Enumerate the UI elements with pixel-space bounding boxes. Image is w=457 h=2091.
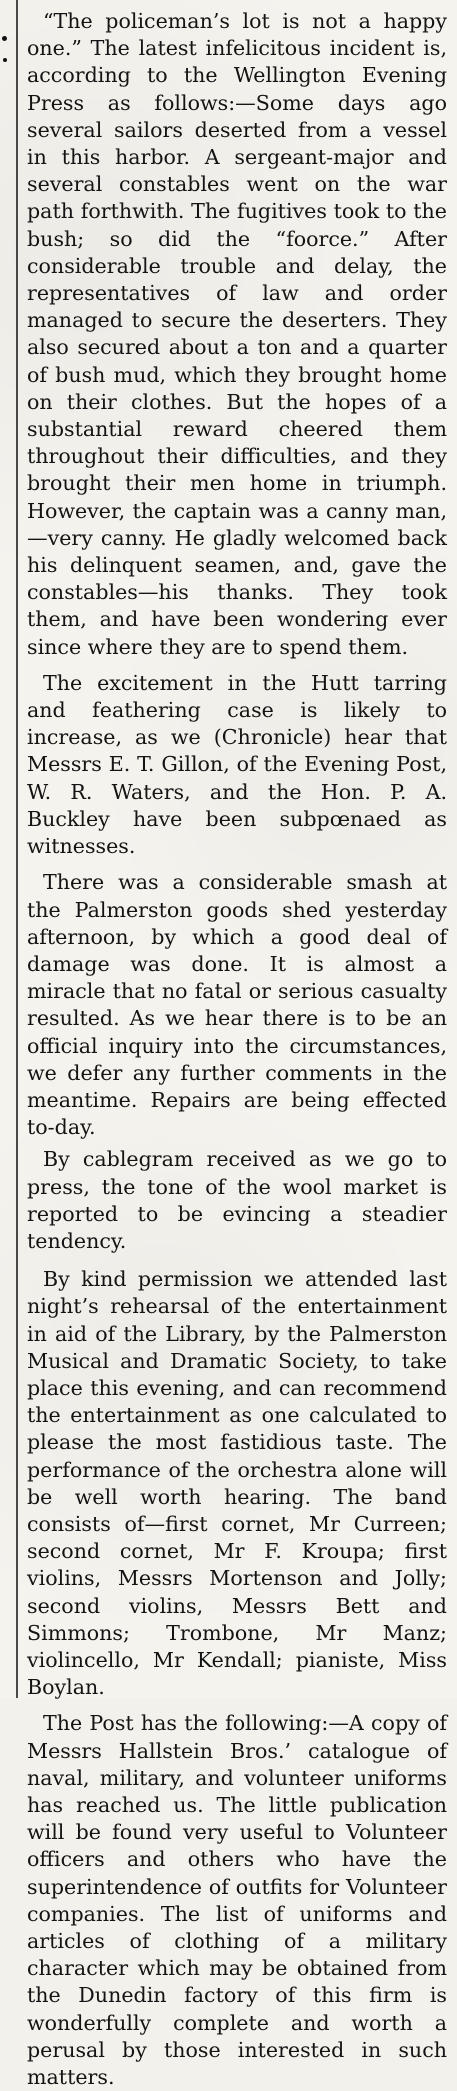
print-speck <box>2 36 7 41</box>
news-item-uniform-catalogue: The Post has the following:—A copy of Messrs Hallstein Bros.’ catalogue of naval, military, and volunteer uniforms has reached us. The little publication will be found very useful to Volunteer officers and others who have the superintendence of outfits for Volunteer companies. The list of uniforms and articles of clothing of a military character which may be obtained from the Dunedin factory of this firm is wonderfully complete and worth a perusal by those interested in such matters. <box>27 1711 447 2090</box>
print-speck <box>3 58 7 62</box>
news-item-hutt-case: The excitement in the Hutt tarring and feathering case is likely to increase, as we (Chronicle) hear that Messrs E. T. Gillon, of the Evening Post, W. R. Waters, and the Hon. P. A. Buckley have been subpœnaed as witnesses. <box>27 670 447 859</box>
news-item-policeman: “The policeman’s lot is not a happy one.” The latest infelicitous incident is, according to the Wellington Evening Press as follows:—Some days ago several sailors deserted from a vessel in this harbor. A sergeant-major and several constables went on the war path forthwith. The fugitives took to the bush; so did the “foorce.” After considerable trouble and delay, the representatives of law and order managed to secure the deserters. They also secured about a ton and a quarter of bush mud, which they brought home on their clothes. But the hopes of a substantial reward cheered them throughout their difficulties, and they brought their men home in triumph. However, the captain was a canny man,—very canny. He gladly welcomed back his delinquent seamen, and, gave the constables—his thanks. They took them, and have been wondering ever since where they are to spend them. <box>27 9 447 659</box>
news-item-wool-market: By cablegram received as we go to press, the tone of the wool market is reported to be evincing a steadier tendency. <box>27 1147 447 1253</box>
column-divider <box>16 0 18 1698</box>
news-column <box>27 8 447 2091</box>
news-item-rehearsal: By kind permission we attended last night’s rehearsal of the entertainment in aid of the Library, by the Palmerston Musical and Dramatic Society, to take place this evening, and can recommend the entertainment as one calculated to please the most fastidious taste. The performance of the orchestra alone will be well worth hearing. The band consists of—first cornet, Mr Curreen; second cornet, Mr F. Kroupa; first violins, Messrs Mortenson and Jolly; second violins, Messrs Bett and Simmons; Trombone, Mr Manz; violincello, Mr Kendall; pianiste, Miss Boylan. <box>27 1267 447 1700</box>
news-item-goods-shed: There was a considerable smash at the Palmerston goods shed yesterday afternoon, by which a good deal of damage was done. It is almost a miracle that no fatal or serious casualty resulted. As we hear there is to be an official inquiry into the circumstances, we defer any further comments in the meantime. Repairs are being effected to-day. <box>27 870 447 1140</box>
